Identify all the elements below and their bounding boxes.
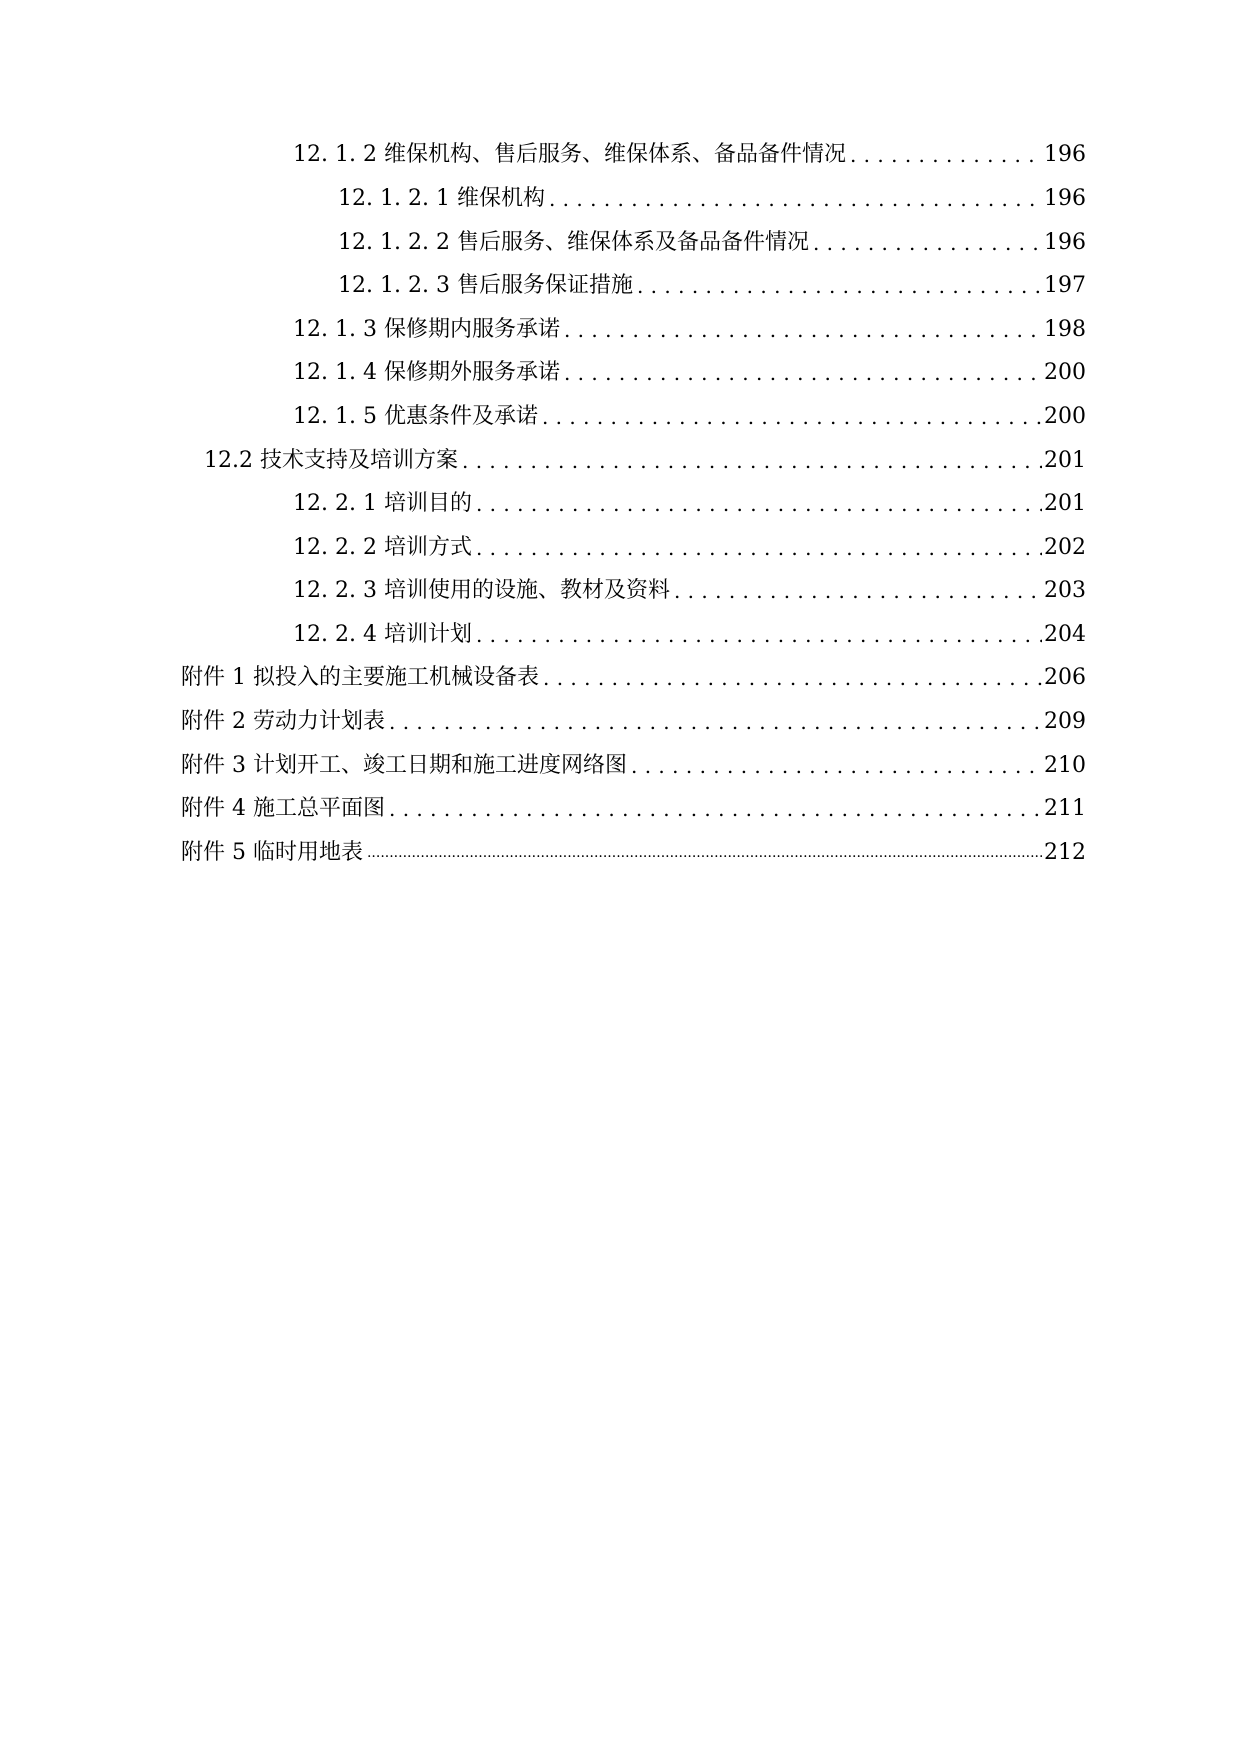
toc-dot-leader [476,619,1042,651]
toc-page-number: 209 [1044,709,1086,734]
toc-entry-appendix-4[interactable] [181,793,1086,825]
toc-entry-title: 附件 5 临时用地表 [181,840,363,865]
toc-entry-12-1-4[interactable] [293,357,1086,389]
toc-entry-12-2[interactable] [204,445,1086,477]
toc-dot-leader [813,227,1042,259]
toc-entry-appendix-5[interactable] [181,837,1086,869]
toc-page-number: 196 [1044,230,1086,255]
toc-dot-leader [543,662,1042,694]
toc-page-number: 203 [1044,578,1086,603]
toc-entry-title: 12. 1. 4 保修期外服务承诺 [293,360,560,385]
toc-page-number: 196 [1044,186,1086,211]
toc-page-number: 198 [1044,317,1086,342]
toc-dot-leader [542,401,1042,433]
toc-entry-12-2-2[interactable] [293,532,1086,564]
toc-entry-title: 12. 1. 2 维保机构、售后服务、维保体系、备品备件情况 [293,142,846,167]
toc-entry-title: 12. 1. 2. 1 维保机构 [338,186,545,211]
toc-entry-title: 12. 2. 2 培训方式 [293,535,472,560]
toc-page-number: 197 [1044,273,1086,298]
toc-page-number: 202 [1044,535,1086,560]
toc-entry-12-1-5[interactable] [293,401,1086,433]
toc-entry-12-1-2-2[interactable] [338,227,1086,259]
toc-entry-title: 12. 2. 1 培训目的 [293,491,472,516]
toc-entry-title: 附件 3 计划开工、竣工日期和施工进度网络图 [181,753,627,778]
toc-dot-leader [564,357,1042,389]
toc-entry-title: 12. 1. 2. 3 售后服务保证措施 [338,273,633,298]
toc-entry-12-2-3[interactable] [293,575,1086,607]
toc-dot-leader [549,183,1042,215]
toc-dot-leader [462,445,1042,477]
toc-page-number: 204 [1044,622,1086,647]
toc-dot-leader [476,532,1042,564]
toc-dot-leader [564,314,1042,346]
toc-entry-title: 附件 1 拟投入的主要施工机械设备表 [181,665,539,690]
toc-entry-12-1-2[interactable] [293,139,1086,171]
toc-entry-title: 12. 1. 2. 2 售后服务、维保体系及备品备件情况 [338,230,809,255]
toc-page-number: 201 [1044,491,1086,516]
toc-dot-leader [367,837,1042,869]
toc-entry-title: 附件 2 劳动力计划表 [181,709,385,734]
toc-entry-title: 12. 2. 4 培训计划 [293,622,472,647]
toc-entry-12-2-4[interactable] [293,619,1086,651]
toc-dot-leader [389,793,1042,825]
toc-page-number: 206 [1044,665,1086,690]
toc-page-number: 196 [1044,142,1086,167]
toc-entry-appendix-2[interactable] [181,706,1086,738]
toc-entry-title: 12. 1. 3 保修期内服务承诺 [293,317,560,342]
toc-dot-leader [631,750,1042,782]
toc-page-number: 200 [1044,404,1086,429]
toc-entry-12-2-1[interactable] [293,488,1086,520]
toc-entry-12-1-3[interactable] [293,314,1086,346]
toc-entry-12-1-2-3[interactable] [338,270,1086,302]
toc-page-number: 200 [1044,360,1086,385]
toc-entry-title: 12.2 技术支持及培训方案 [204,448,458,473]
toc-dot-leader [476,488,1042,520]
toc-page-number: 201 [1044,448,1086,473]
toc-entry-appendix-1[interactable] [181,662,1086,694]
toc-page-number: 210 [1044,753,1086,778]
toc-page-number: 212 [1044,840,1086,865]
toc-entry-appendix-3[interactable] [181,750,1086,782]
toc-dot-leader [850,139,1042,171]
toc-page-number: 211 [1044,796,1086,821]
toc-dot-leader [674,575,1042,607]
toc-entry-title: 附件 4 施工总平面图 [181,796,385,821]
toc-entry-12-1-2-1[interactable] [338,183,1086,215]
toc-dot-leader [389,706,1042,738]
toc-entry-title: 12. 1. 5 优惠条件及承诺 [293,404,538,429]
toc-dot-leader [637,270,1042,302]
toc-entry-title: 12. 2. 3 培训使用的设施、教材及资料 [293,578,670,603]
